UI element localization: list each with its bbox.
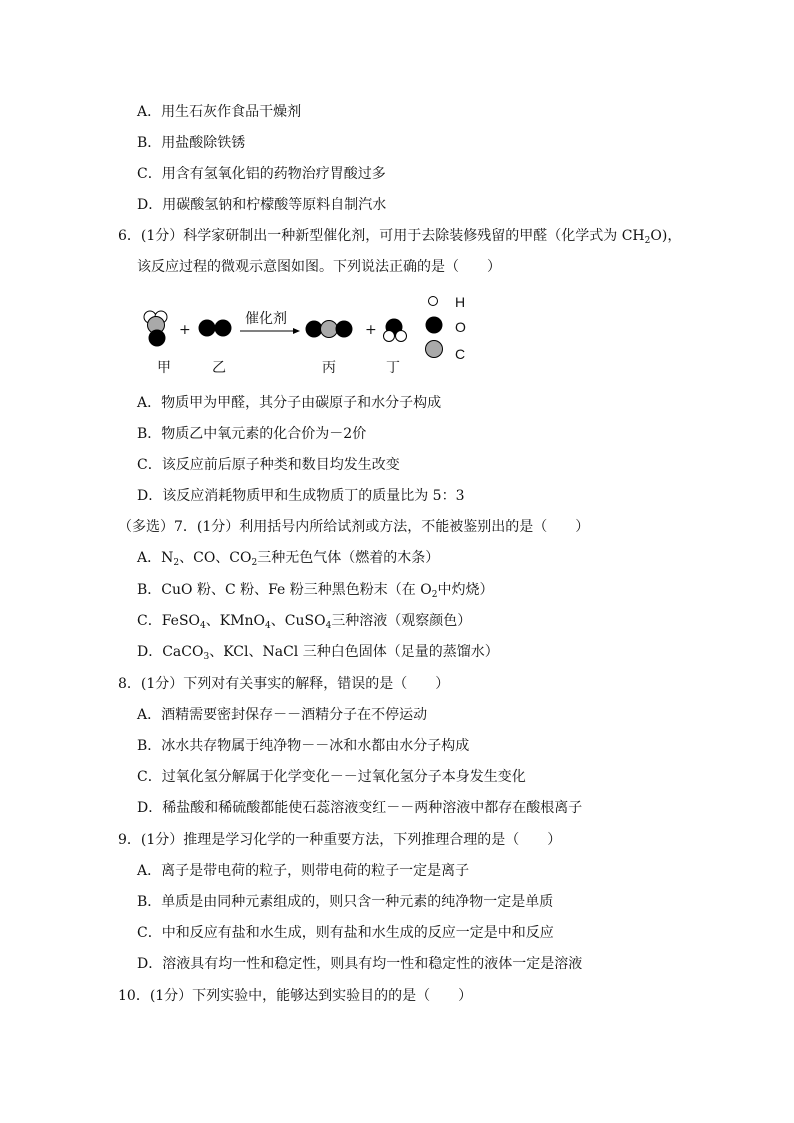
label-yi: 乙	[212, 360, 226, 376]
q5-option-d: D．用碳酸氢钠和柠檬酸等原料自制汽水	[137, 197, 387, 213]
q9-stem: 9．(1分）推理是学习化学的一种重要方法，下列推理合理的是（ ）	[118, 832, 562, 848]
reaction-diagram	[130, 290, 480, 380]
q7-stem: （多选）7．(1分）利用括号内所给试剂或方法，不能被鉴别出的是（ ）	[118, 519, 590, 535]
label-jia: 甲	[157, 360, 171, 376]
q8-option-b: B．冰水共存物属于纯净物－－冰和水都由水分子构成	[137, 738, 470, 754]
legend-c-label: C	[455, 346, 466, 362]
molecule-jia	[144, 311, 167, 347]
q8-option-d: D．稀盐酸和稀硫酸都能使石蕊溶液变红－－两种溶液中都存在酸根离子	[137, 800, 583, 816]
q5-option-c: C．用含有氢氧化铝的药物治疗胃酸过多	[137, 166, 386, 182]
reaction-arrow	[240, 328, 300, 334]
q6-option-b: B．物质乙中氧元素的化合价为－2价	[137, 426, 367, 442]
q10-stem: 10．(1分）下列实验中，能够达到实验目的的是（ ）	[118, 988, 473, 1004]
legend-h-label: H	[455, 294, 466, 310]
legend-c-atom	[426, 341, 443, 358]
catalyst-label: 催化剂	[245, 311, 287, 327]
q9-option-c: C．中和反应有盐和水生成，则有盐和水生成的反应一定是中和反应	[137, 925, 554, 941]
q5-option-a: A．用生石灰作食品干燥剂	[137, 104, 302, 120]
legend-h-atom	[429, 297, 438, 306]
q9-option-d: D．溶液具有均一性和稳定性，则具有均一性和稳定性的液体一定是溶液	[137, 956, 583, 972]
q8-option-a: A．酒精需要密封保存－－酒精分子在不停运动	[137, 707, 428, 723]
q6-option-c: C．该反应前后原子种类和数目均发生改变	[137, 457, 400, 473]
molecule-bing	[306, 321, 353, 338]
label-bing: 丙	[322, 360, 336, 376]
q7-option-a: A．$N_2$、CO、$CO_2$三种无色气体（燃着的木条）	[137, 550, 440, 568]
q9-option-b: B．单质是由同种元素组成的，则只含一种元素的纯净物一定是单质	[137, 894, 554, 910]
plus-sign-2: +	[365, 322, 377, 338]
molecule-ding	[384, 319, 407, 342]
atom-legend	[426, 297, 443, 358]
q6-option-a: A．物质甲为甲醛，其分子由碳原子和水分子构成	[137, 395, 442, 411]
q7-option-c: C．FeSO$_4$、KMnO$_4$、CuSO$_4$三种溶液（观察颜色）	[137, 613, 472, 631]
plus-sign-1: +	[179, 322, 191, 338]
q5-option-b: B．用盐酸除铁锈	[137, 135, 246, 151]
q6-stem-line2: 该反应过程的微观示意图如图。下列说法正确的是（ ）	[137, 259, 501, 275]
q6-stem-line1: 6．(1分）科学家研制出一种新型催化剂，可用于去除装修残留的甲醛（化学式为 $CH_2O$)，	[118, 228, 682, 246]
q6-option-d: D．该反应消耗物质甲和生成物质丁的质量比为 5：3	[137, 488, 465, 504]
q8-stem: 8．(1分）下列对有关事实的解释，错误的是（ ）	[118, 676, 450, 692]
legend-o-atom	[426, 317, 443, 334]
legend-o-label: O	[455, 319, 466, 335]
label-ding: 丁	[386, 360, 400, 376]
molecule-yi	[199, 320, 232, 337]
q7-option-b: B．CuO 粉、C 粉、Fe 粉三种黑色粉末（在 $O_2$中灼烧）	[137, 582, 494, 600]
q9-option-a: A．离子是带电荷的粒子，则带电荷的粒子一定是离子	[137, 863, 470, 879]
q7-option-d: D．CaCO$_3$、KCl、NaCl 三种白色固体（足量的蒸馏水）	[137, 644, 499, 662]
q8-option-c: C．过氧化氢分解属于化学变化－－过氧化氢分子本身发生变化	[137, 769, 526, 785]
